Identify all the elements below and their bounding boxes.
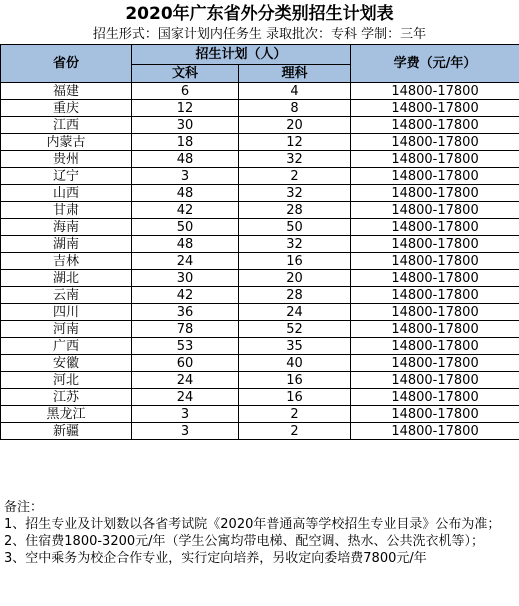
table-row bbox=[1, 83, 519, 100]
table-row bbox=[1, 304, 519, 321]
enrollment-table bbox=[0, 44, 519, 440]
note-item-3: 3、空中乘务为校企合作专业，实行定向培养，另收定向委培费7800元/年 bbox=[4, 551, 427, 566]
cell-wenke: 50 bbox=[132, 219, 239, 236]
cell-province: 甘肃 bbox=[1, 202, 132, 219]
table-row bbox=[1, 185, 519, 202]
cell-fee: 14800-17800 bbox=[351, 287, 519, 304]
header-like: 理科 bbox=[239, 65, 351, 83]
cell-province: 云南 bbox=[1, 287, 132, 304]
cell-wenke: 24 bbox=[132, 372, 239, 389]
cell-like: 52 bbox=[239, 321, 351, 338]
cell-like: 16 bbox=[239, 372, 351, 389]
cell-wenke: 60 bbox=[132, 355, 239, 372]
page-title: 2020年广东省外分类别招生计划表 bbox=[125, 4, 394, 24]
table-row bbox=[1, 134, 519, 151]
cell-fee: 14800-17800 bbox=[351, 151, 519, 168]
header-plan: 招生计划（人） bbox=[132, 45, 351, 65]
cell-like: 20 bbox=[239, 117, 351, 134]
cell-fee: 14800-17800 bbox=[351, 100, 519, 117]
cell-province: 贵州 bbox=[1, 151, 132, 168]
table-row bbox=[1, 321, 519, 338]
table-row bbox=[1, 355, 519, 372]
cell-like: 8 bbox=[239, 100, 351, 117]
cell-wenke: 30 bbox=[132, 117, 239, 134]
notes-heading: 备注： bbox=[4, 500, 44, 515]
cell-province: 新疆 bbox=[1, 423, 132, 440]
cell-fee: 14800-17800 bbox=[351, 406, 519, 423]
cell-wenke: 30 bbox=[132, 270, 239, 287]
table-row bbox=[1, 372, 519, 389]
cell-wenke: 36 bbox=[132, 304, 239, 321]
table-row bbox=[1, 287, 519, 304]
cell-fee: 14800-17800 bbox=[351, 355, 519, 372]
cell-like: 2 bbox=[239, 168, 351, 185]
header-province: 省份 bbox=[1, 45, 132, 83]
cell-province: 吉林 bbox=[1, 253, 132, 270]
cell-province: 海南 bbox=[1, 219, 132, 236]
cell-wenke: 3 bbox=[132, 168, 239, 185]
cell-like: 50 bbox=[239, 219, 351, 236]
cell-wenke: 3 bbox=[132, 406, 239, 423]
cell-fee: 14800-17800 bbox=[351, 202, 519, 219]
note-item-1: 1、招生专业及计划数以各省考试院《2020年普通高等学校招生专业目录》公布为准； bbox=[4, 517, 501, 532]
cell-like: 16 bbox=[239, 389, 351, 406]
cell-like: 2 bbox=[239, 406, 351, 423]
cell-fee: 14800-17800 bbox=[351, 185, 519, 202]
cell-wenke: 48 bbox=[132, 236, 239, 253]
cell-wenke: 3 bbox=[132, 423, 239, 440]
cell-wenke: 24 bbox=[132, 253, 239, 270]
table-row bbox=[1, 236, 519, 253]
cell-like: 2 bbox=[239, 423, 351, 440]
cell-province: 黑龙江 bbox=[1, 406, 132, 423]
table-row bbox=[1, 389, 519, 406]
cell-fee: 14800-17800 bbox=[351, 253, 519, 270]
cell-province: 湖北 bbox=[1, 270, 132, 287]
cell-like: 28 bbox=[239, 202, 351, 219]
notes-section bbox=[4, 499, 515, 567]
cell-wenke: 24 bbox=[132, 389, 239, 406]
cell-wenke: 53 bbox=[132, 338, 239, 355]
cell-fee: 14800-17800 bbox=[351, 83, 519, 100]
table-row bbox=[1, 219, 519, 236]
cell-like: 32 bbox=[239, 185, 351, 202]
cell-province: 内蒙古 bbox=[1, 134, 132, 151]
cell-province: 四川 bbox=[1, 304, 132, 321]
cell-province: 广西 bbox=[1, 338, 132, 355]
table-row bbox=[1, 338, 519, 355]
cell-like: 20 bbox=[239, 270, 351, 287]
cell-province: 福建 bbox=[1, 83, 132, 100]
cell-wenke: 18 bbox=[132, 134, 239, 151]
table-row bbox=[1, 151, 519, 168]
cell-fee: 14800-17800 bbox=[351, 372, 519, 389]
cell-wenke: 48 bbox=[132, 151, 239, 168]
cell-fee: 14800-17800 bbox=[351, 338, 519, 355]
cell-province: 河北 bbox=[1, 372, 132, 389]
note-item-2: 2、住宿费1800-3200元/年（学生公寓均带电梯、配空调、热水、公共洗衣机等）； bbox=[4, 534, 485, 549]
page-subtitle: 招生形式：国家计划内任务生 录取批次：专科 学制：三年 bbox=[92, 27, 427, 42]
cell-fee: 14800-17800 bbox=[351, 270, 519, 287]
cell-fee: 14800-17800 bbox=[351, 236, 519, 253]
cell-province: 湖南 bbox=[1, 236, 132, 253]
cell-wenke: 78 bbox=[132, 321, 239, 338]
header-fee: 学费（元/年） bbox=[351, 45, 519, 83]
cell-fee: 14800-17800 bbox=[351, 423, 519, 440]
cell-fee: 14800-17800 bbox=[351, 168, 519, 185]
cell-province: 安徽 bbox=[1, 355, 132, 372]
table-row bbox=[1, 117, 519, 134]
cell-fee: 14800-17800 bbox=[351, 389, 519, 406]
table-row bbox=[1, 168, 519, 185]
table-body bbox=[1, 83, 519, 440]
table-row bbox=[1, 406, 519, 423]
cell-fee: 14800-17800 bbox=[351, 219, 519, 236]
cell-province: 河南 bbox=[1, 321, 132, 338]
cell-wenke: 42 bbox=[132, 202, 239, 219]
cell-like: 12 bbox=[239, 134, 351, 151]
cell-fee: 14800-17800 bbox=[351, 321, 519, 338]
table-row bbox=[1, 270, 519, 287]
cell-like: 16 bbox=[239, 253, 351, 270]
cell-province: 辽宁 bbox=[1, 168, 132, 185]
cell-province: 山西 bbox=[1, 185, 132, 202]
cell-wenke: 42 bbox=[132, 287, 239, 304]
cell-like: 35 bbox=[239, 338, 351, 355]
cell-wenke: 6 bbox=[132, 83, 239, 100]
cell-fee: 14800-17800 bbox=[351, 304, 519, 321]
table-row bbox=[1, 423, 519, 440]
table-row bbox=[1, 202, 519, 219]
cell-like: 40 bbox=[239, 355, 351, 372]
cell-province: 江苏 bbox=[1, 389, 132, 406]
cell-wenke: 12 bbox=[132, 100, 239, 117]
cell-fee: 14800-17800 bbox=[351, 134, 519, 151]
table-row bbox=[1, 253, 519, 270]
cell-province: 重庆 bbox=[1, 100, 132, 117]
cell-like: 24 bbox=[239, 304, 351, 321]
cell-wenke: 48 bbox=[132, 185, 239, 202]
cell-province: 江西 bbox=[1, 117, 132, 134]
table-row bbox=[1, 100, 519, 117]
cell-like: 28 bbox=[239, 287, 351, 304]
cell-like: 32 bbox=[239, 236, 351, 253]
cell-fee: 14800-17800 bbox=[351, 117, 519, 134]
header-wenke: 文科 bbox=[132, 65, 239, 83]
cell-like: 32 bbox=[239, 151, 351, 168]
cell-like: 4 bbox=[239, 83, 351, 100]
